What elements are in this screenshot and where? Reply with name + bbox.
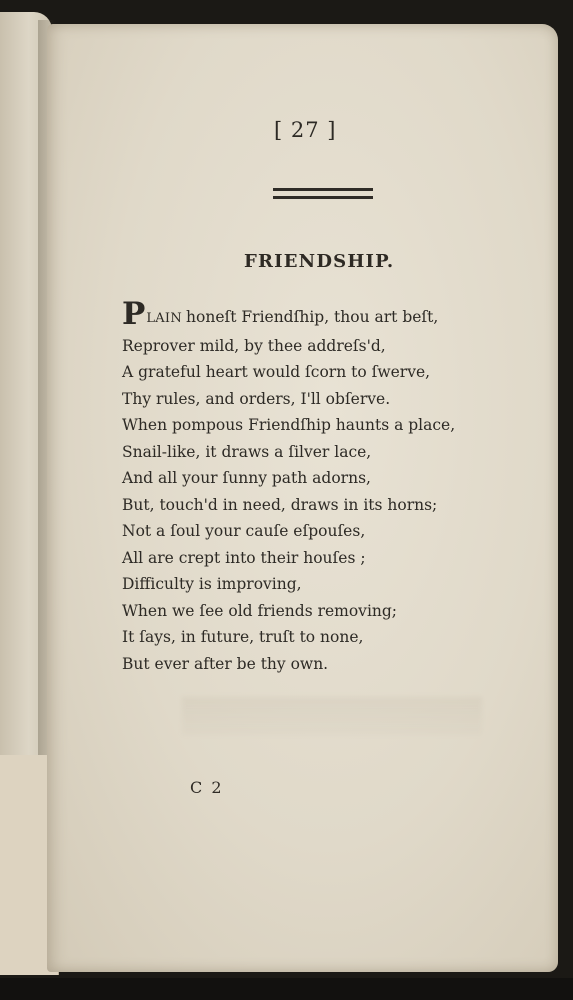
poem-line: Not a ſoul your cauſe eſpouſes,: [122, 522, 366, 540]
poem-line: Thy rules, and orders, I'll obſerve.: [122, 389, 391, 408]
poem-line: It ſays, in future, truſt to none,: [122, 628, 364, 646]
ornamental-rule-top: [273, 188, 373, 191]
poem-body: [122, 296, 502, 677]
first-line-text: honeſt Friendſhip, thou art beſt,: [186, 308, 439, 326]
smallcaps-word: LAIN: [146, 311, 183, 326]
poem-line: All are crept into their houſes ;: [122, 548, 366, 567]
poem-line: A grateful heart would ſcorn to ſwerve,: [122, 363, 431, 381]
poem-title: FRIENDSHIP.: [244, 251, 395, 272]
poem-line: Difficulty is improving,: [122, 575, 302, 593]
poem-line: And all your ſunny path adorns,: [122, 469, 371, 487]
drop-cap: P: [122, 296, 146, 332]
poem-line: When we ſee old friends removing;: [122, 601, 398, 620]
poem-line: But, touch'd in need, draws in its horns;: [122, 495, 438, 514]
signature-mark: C 2: [190, 778, 224, 797]
poem-line: But ever after be thy own.: [122, 654, 329, 673]
scan-background-edge: [0, 978, 573, 1000]
poem-line: [122, 296, 502, 333]
poem-line: When pompous Friendſhip haunts a place,: [122, 416, 456, 434]
book-page: [47, 24, 558, 972]
show-through-text: [182, 697, 482, 735]
page-number: [ 27 ]: [274, 118, 337, 142]
ornamental-rule-bottom: [273, 196, 373, 199]
poem-line: Snail-like, it draws a ſilver lace,: [122, 442, 372, 461]
poem-line: Reprover mild, by thee addreſs'd,: [122, 336, 386, 355]
